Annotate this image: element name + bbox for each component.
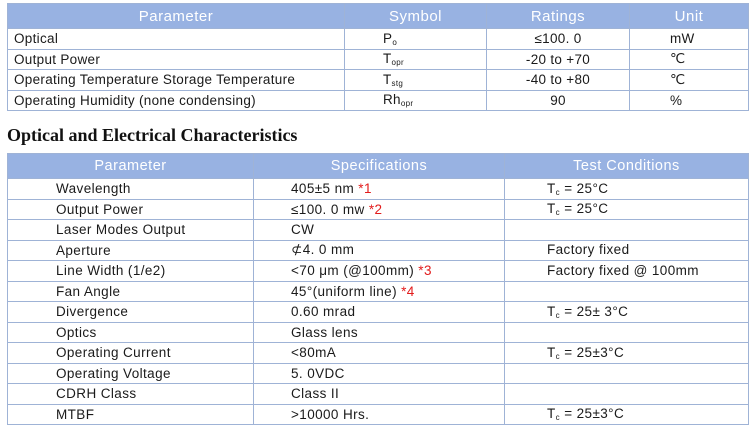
parameter-cell: Operating Current [8,343,254,364]
specification-text: CW [291,222,315,238]
test-condition-cell [505,302,749,323]
condition-symbol: T [547,201,556,217]
footnote-marker: *3 [418,263,432,279]
header-unit: Unit [630,4,749,29]
symbol-text: Rh [383,92,401,108]
condition-subscript: c [555,310,561,320]
table-row [8,179,749,200]
table-row [8,363,749,384]
symbol-cell [345,90,487,111]
header-symbol: Symbol [345,4,487,29]
table-row [8,90,749,111]
specification-text: <80mA [291,345,337,361]
symbol-cell [345,29,487,50]
parameter-cell: Optical [8,29,345,50]
test-condition-cell [505,220,749,241]
condition-text: = 25± 3°C [560,303,629,319]
parameter-cell: Operating Humidity (none condensing) [8,90,345,111]
header-test-conditions: Test Conditions [505,154,749,179]
table-row [8,302,749,323]
specification-text: Class II [291,386,340,402]
test-condition-cell [505,384,749,405]
condition-subscript: c [555,187,561,197]
rating-cell: -20 to +70 [487,49,630,70]
test-condition-cell [505,261,749,282]
condition-symbol: T [547,303,556,319]
header-parameter: Parameter [8,154,254,179]
symbol-subscript: stg [391,78,404,88]
specification-cell [254,302,505,323]
specification-cell [254,363,505,384]
characteristics-table [7,153,749,425]
specification-cell [254,322,505,343]
test-condition-cell [505,322,749,343]
test-condition-cell [505,363,749,384]
unit-cell: % [630,90,749,111]
condition-subscript: c [555,208,561,218]
parameter-cell: Laser Modes Output [8,220,254,241]
specification-text: Glass lens [291,324,359,340]
symbol-text: T [383,51,392,67]
parameter-cell: Output Power [8,199,254,220]
rating-cell: 90 [487,90,630,111]
test-condition-cell [505,343,749,364]
parameter-cell: Operating Temperature Storage Temperature [8,70,345,91]
parameter-cell: Optics [8,322,254,343]
condition-text: = 25°C [560,180,609,196]
parameter-cell: Operating Voltage [8,363,254,384]
specification-cell [254,240,505,261]
specification-cell [254,384,505,405]
table-row [8,261,749,282]
table-row [8,384,749,405]
unit-cell: ℃ [630,49,749,70]
condition-text: = 25±3°C [560,406,625,422]
rating-cell: -40 to +80 [487,70,630,91]
specification-text: 45°(uniform line) [291,283,402,299]
ratings-header-row [8,4,749,29]
header-parameter: Parameter [8,4,345,29]
test-condition-cell [505,240,749,261]
table-row [8,404,749,425]
test-condition-cell [505,404,749,425]
condition-text: Factory fixed @ 100mm [547,262,699,278]
symbol-subscript: opr [391,58,405,68]
specification-cell [254,404,505,425]
symbol-text: P [383,30,393,46]
parameter-cell: Divergence [8,302,254,323]
section-title: Optical and Electrical Characteristics [7,125,298,145]
test-condition-cell [505,281,749,302]
footnote-marker: *2 [368,201,383,217]
parameter-cell: MTBF [8,404,254,425]
specification-text: ≤100. 0 mw [291,201,369,217]
test-condition-cell [505,179,749,200]
specification-cell [254,199,505,220]
parameter-cell: Output Power [8,49,345,70]
symbol-cell [345,70,487,91]
specification-text: 0.60 mrad [291,304,356,320]
ratings-table [7,3,749,111]
table-row [8,220,749,241]
table-row [8,281,749,302]
header-specifications: Specifications [254,154,505,179]
condition-text: = 25°C [560,201,609,217]
condition-subscript: c [555,351,561,361]
table-row [8,199,749,220]
footnote-marker: *4 [401,283,415,299]
table-row [8,240,749,261]
condition-text: = 25±3°C [560,344,625,360]
unit-cell: ℃ [630,70,749,91]
condition-symbol: T [547,344,556,360]
parameter-cell: Line Width (1/e2) [8,261,254,282]
parameter-cell: CDRH Class [8,384,254,405]
parameter-cell: Aperture [8,240,254,261]
specification-cell [254,179,505,200]
specification-text: 5. 0VDC [291,365,345,381]
table-row [8,49,749,70]
unit-cell: mW [630,29,749,50]
table-row [8,322,749,343]
condition-symbol: T [547,180,556,196]
condition-symbol: T [547,406,556,422]
rating-cell: ≤100. 0 [487,29,630,50]
specification-text: >10000 Hrs. [291,406,370,422]
parameter-cell: Wavelength [8,179,254,200]
table-row [8,29,749,50]
symbol-subscript: opr [400,99,414,109]
table-row [8,70,749,91]
specification-cell [254,281,505,302]
test-condition-cell [505,199,749,220]
condition-text: Factory fixed [547,242,630,258]
condition-subscript: c [555,413,561,423]
specification-text: ⊄4. 0 mm [291,242,355,258]
header-ratings: Ratings [487,4,630,29]
specification-cell [254,261,505,282]
footnote-marker: *1 [358,181,372,197]
table-row [8,343,749,364]
characteristics-header-row [8,154,749,179]
specification-cell [254,343,505,364]
symbol-text: T [383,71,392,87]
specification-text: 405±5 nm [291,181,359,197]
specification-cell [254,220,505,241]
symbol-subscript: o [392,37,398,47]
parameter-cell: Fan Angle [8,281,254,302]
symbol-cell [345,49,487,70]
specification-text: <70 μm (@100mm) [291,263,419,279]
